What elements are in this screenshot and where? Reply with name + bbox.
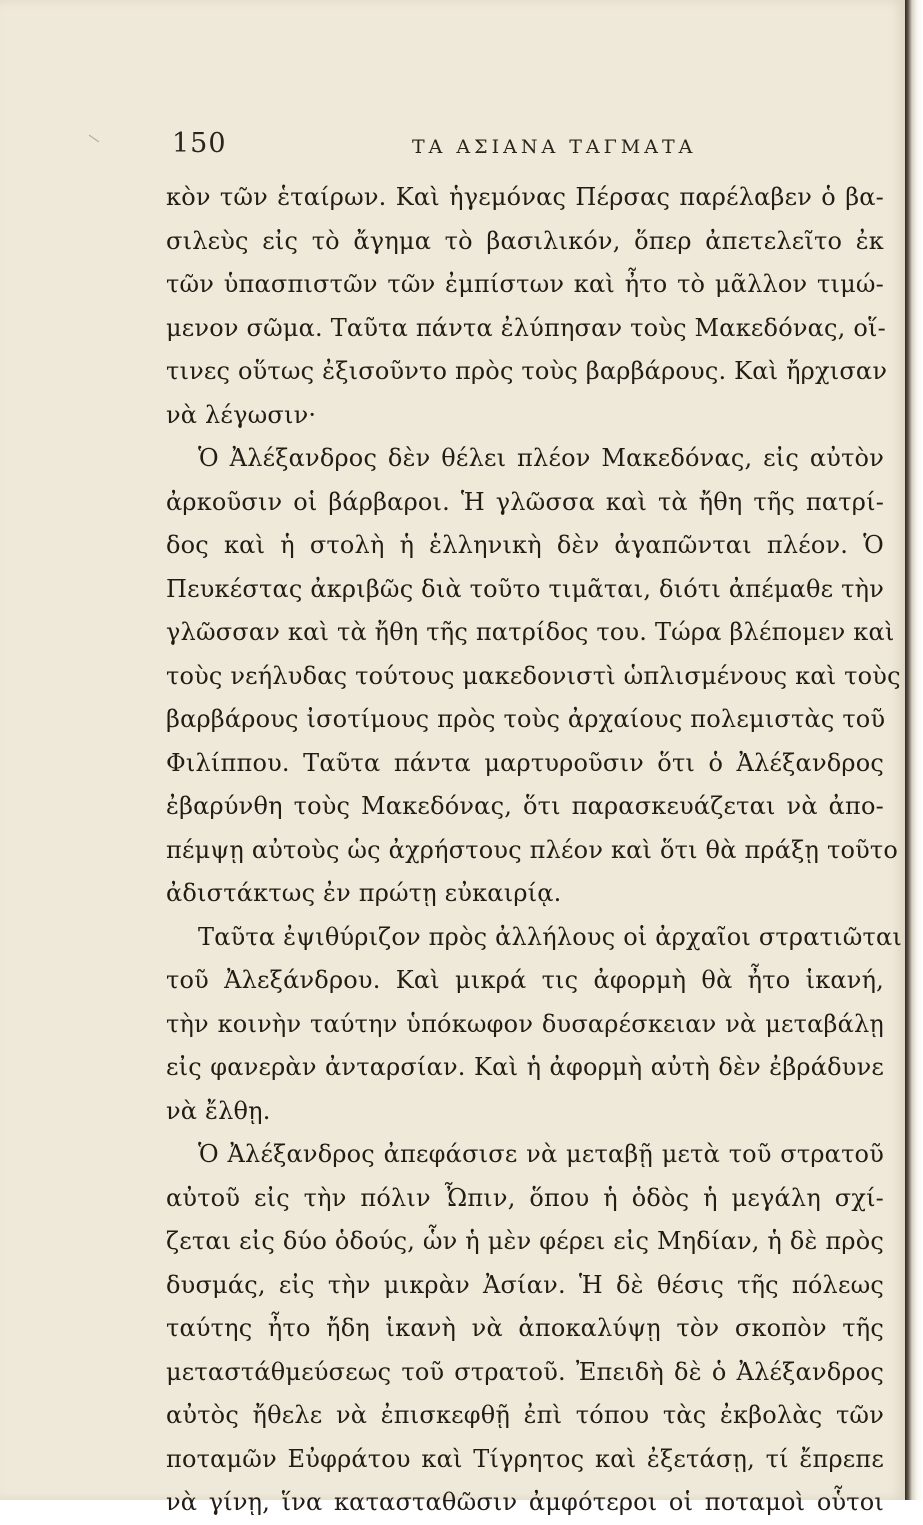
text-line: νὰ λέγωσιν· (166, 400, 317, 429)
text-line: τὴν κοινὴν ταύτην ὑπόκωφον δυσαρέσκειαν νὰ μεταβάλῃ (166, 1009, 884, 1038)
text-line: δος καὶ ἡ στολὴ ἡ ἑλληνικὴ δὲν ἀγαπῶνται πλέον. Ὁ (166, 531, 884, 559)
text-line: τοὺς νεήλυδας τούτους μακεδονιστὶ ὡπλισμένους καὶ τοὺς (166, 661, 901, 690)
text-line: τῶν ὑπασπιστῶν τῶν ἐμπίστων καὶ ἦτο τὸ μᾶλλον τιμώ- (166, 270, 884, 298)
text-line: γλῶσσαν καὶ τὰ ἤθη τῆς πατρίδος του. Τώρα βλέπομεν καὶ (166, 618, 895, 646)
text-line: Φιλίππου. Ταῦτα πάντα μαρτυροῦσιν ὅτι ὁ Ἀλέξανδρος (166, 748, 884, 777)
text-line: Πευκέστας ἀκριβῶς διὰ τοῦτο τιμᾶται, διότι ἀπέμαθε τὴν (166, 574, 884, 603)
text-line: αὐτοῦ εἰς τὴν πόλιν Ὦπιν, ὅπου ἡ ὁδὸς ἡ μεγάλη σχί- (166, 1183, 884, 1212)
ink-speck (89, 135, 99, 143)
text-line: εἰς φανερὰν ἀνταρσίαν. Καὶ ἡ ἀφορμὴ αὐτὴ δὲν ἐβράδυνε (166, 1053, 884, 1081)
text-line: Ὁ Ἀλέξανδρος ἀπεφάσισε νὰ μεταβῇ μετὰ τοῦ στρατοῦ (198, 1140, 884, 1168)
page-number: 150 (172, 128, 227, 159)
text-line: νὰ ἔλθῃ. (166, 1096, 271, 1125)
page-header (172, 128, 892, 164)
text-line: τοῦ Ἀλεξάνδρου. Καὶ μικρά τις ἀφορμὴ θὰ ἦτο ἱκανή, (166, 966, 884, 994)
text-line: ἀρκοῦσιν οἱ βάρβαροι. Ἡ γλῶσσα καὶ τὰ ἤθη τῆς πατρί- (166, 487, 884, 516)
text-line: δυσμάς, εἰς τὴν μικρὰν Ἀσίαν. Ἡ δὲ θέσις τῆς πόλεως (166, 1270, 884, 1299)
text-line: κὸν τῶν ἑταίρων. Καὶ ἡγεμόνας Πέρσας παρέλαβεν ὁ βα- (166, 183, 884, 211)
page-edge-shadow (905, 0, 923, 1500)
text-line: ταύτης ἦτο ἤδη ἱκανὴ νὰ ἀποκαλύψῃ τὸν σκοπὸν τῆς (166, 1314, 884, 1342)
text-line: αὐτὸς ἤθελε νὰ ἐπισκεφθῇ ἐπὶ τόπου τὰς ἐκβολὰς τῶν (166, 1401, 884, 1429)
text-line: σιλεὺς εἰς τὸ ἄγημα τὸ βασιλικόν, ὅπερ ἀπετελεῖτο ἐκ (166, 226, 884, 255)
text-line: Ταῦτα ἐψιθύριζον πρὸς ἀλλήλους οἱ ἀρχαῖοι στρατιῶται (198, 922, 902, 951)
text-line: ποταμῶν Εὐφράτου καὶ Τίγρητος καὶ ἐξετάσῃ, τί ἔπρεπε (166, 1444, 884, 1473)
running-title: ΤΑ ΑΣΙΑΝΑ ΤΑΓΜΑΤΑ (412, 136, 697, 158)
text-line: ζεται εἰς δύο ὁδούς, ὧν ἡ μὲν φέρει εἰς Μηδίαν, ἡ δὲ πρὸς (166, 1227, 884, 1255)
text-line: μεταστάθμεύσεως τοῦ στρατοῦ. Ἐπειδὴ δὲ ὁ Ἀλέξανδρος (166, 1357, 884, 1386)
text-line: νὰ γίνῃ, ἵνα κατασταθῶσιν ἀμφότεροι οἱ ποταμοὶ οὗτοι (166, 1488, 884, 1516)
text-line: ἀδιστάκτως ἐν πρώτῃ εὐκαιρίᾳ. (166, 879, 562, 907)
text-line: ἐβαρύνθη τοὺς Μακεδόνας, ὅτι παρασκευάζεται νὰ ἀπο- (166, 792, 884, 820)
body-text (166, 176, 902, 1525)
text-line: Ὁ Ἀλέξανδρος δὲν θέλει πλέον Μακεδόνας, εἰς αὐτὸν (198, 444, 884, 472)
text-line: βαρβάρους ἰσοτίμους πρὸς τοὺς ἀρχαίους πολεμιστὰς τοῦ (166, 705, 886, 733)
text-line: τινες οὕτως ἐξισοῦντο πρὸς τοὺς βαρβάρους. Καὶ ἤρχισαν (166, 357, 888, 385)
text-line: μενον σῶμα. Ταῦτα πάντα ἐλύπησαν τοὺς Μακεδόνας, οἵ- (166, 313, 886, 342)
text-line: πέμψῃ αὐτοὺς ὡς ἀχρήστους πλέον καὶ ὅτι θὰ πράξῃ τοῦτο (166, 835, 899, 864)
